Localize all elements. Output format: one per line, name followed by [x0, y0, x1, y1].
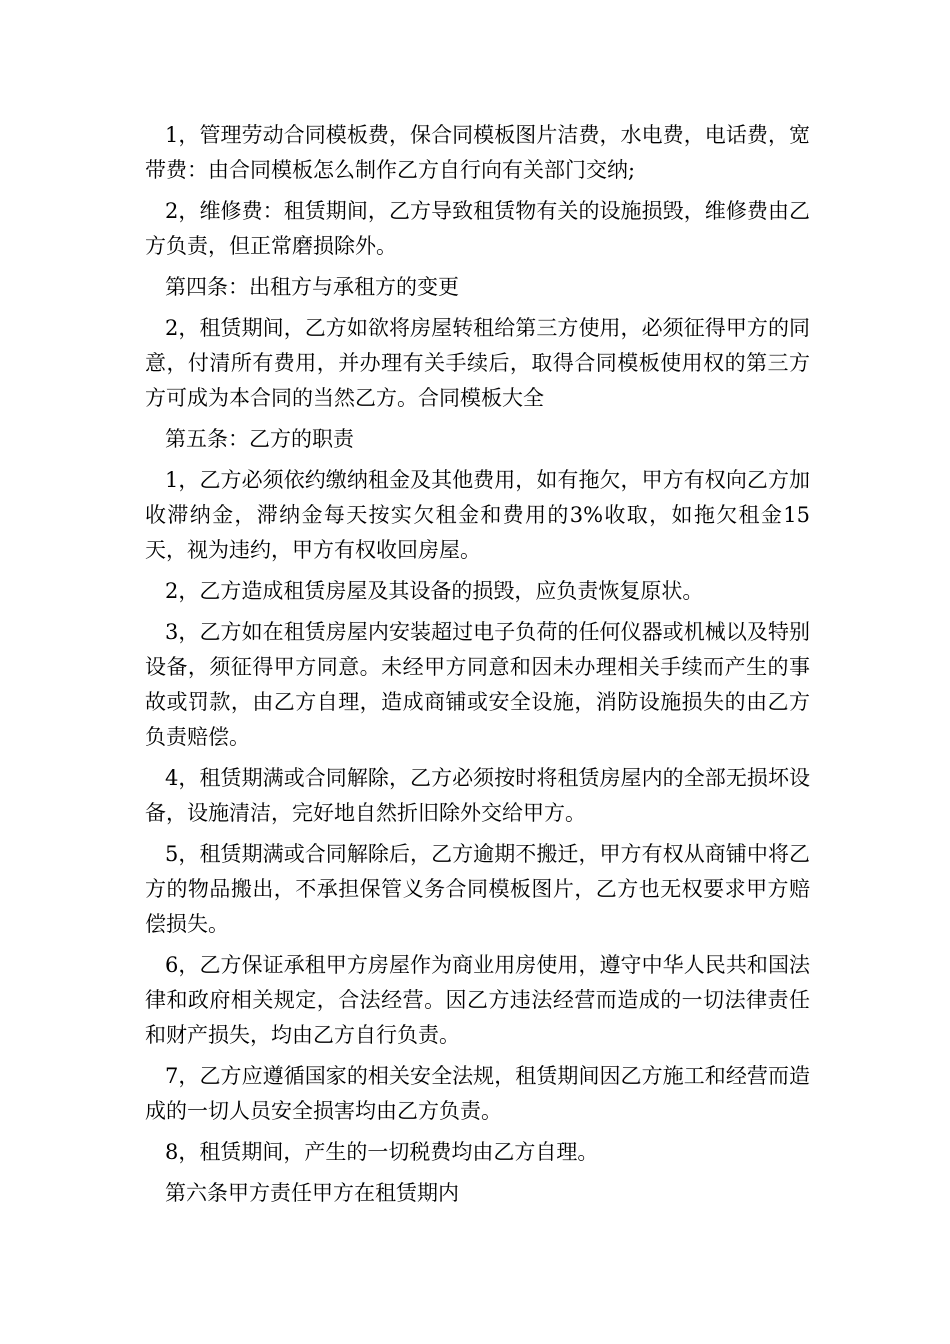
- paragraph: 1，乙方必须依约缴纳租金及其他费用，如有拖欠，甲方有权向乙方加收滞纳金，滞纳金每天按实欠租金和费用的3%收取，如拖欠租金15天，视为违约，甲方有权收回房屋。: [145, 468, 810, 562]
- section-heading: 第四条：出租方与承租方的变更: [165, 275, 459, 299]
- paragraph: 7，乙方应遵循国家的相关安全法规，租赁期间因乙方施工和经营而造成的一切人员安全损害均由乙方负责。: [145, 1064, 810, 1123]
- paragraph: 4，租赁期满或合同解除，乙方必须按时将租赁房屋内的全部无损坏设备，设施清洁，完好地自然折旧除外交给甲方。: [145, 766, 810, 825]
- paragraph: 2，租赁期间，乙方如欲将房屋转租给第三方使用，必须征得甲方的同意，付清所有费用，并办理有关手续后，取得合同模板使用权的第三方方可成为本合同的当然乙方。合同模板大全: [145, 316, 810, 410]
- paragraph: 3，乙方如在租赁房屋内安装超过电子负荷的任何仪器或机械以及特别设备，须征得甲方同意。未经甲方同意和因未办理相关手续而产生的事故或罚款，由乙方自理，造成商铺或安全设施，消防设施损失的由乙方负责赔偿。: [145, 620, 810, 749]
- section-heading: 第五条：乙方的职责: [165, 427, 354, 451]
- paragraph: 2，乙方造成租赁房屋及其设备的损毁，应负责恢复原状。: [165, 579, 704, 603]
- document-body: [145, 118, 810, 1217]
- paragraph: 5，租赁期满或合同解除后，乙方逾期不搬迁，甲方有权从商铺中将乙方的物品搬出，不承担保管义务合同模板图片，乙方也无权要求甲方赔偿损失。: [145, 842, 810, 936]
- paragraph: 1，管理劳动合同模板费，保合同模板图片洁费，水电费，电话费，宽带费：由合同模板怎么制作乙方自行向有关部门交纳;: [145, 123, 810, 182]
- section-heading: 第六条甲方责任甲方在租赁期内: [165, 1181, 459, 1205]
- paragraph: 8，租赁期间，产生的一切税费均由乙方自理。: [165, 1140, 599, 1164]
- paragraph: 6，乙方保证承租甲方房屋作为商业用房使用，遵守中华人民共和国法律和政府相关规定，合法经营。因乙方违法经营而造成的一切法律责任和财产损失，均由乙方自行负责。: [145, 953, 810, 1047]
- paragraph: 2，维修费：租赁期间，乙方导致租赁物有关的设施损毁，维修费由乙方负责，但正常磨损除外。: [145, 199, 810, 258]
